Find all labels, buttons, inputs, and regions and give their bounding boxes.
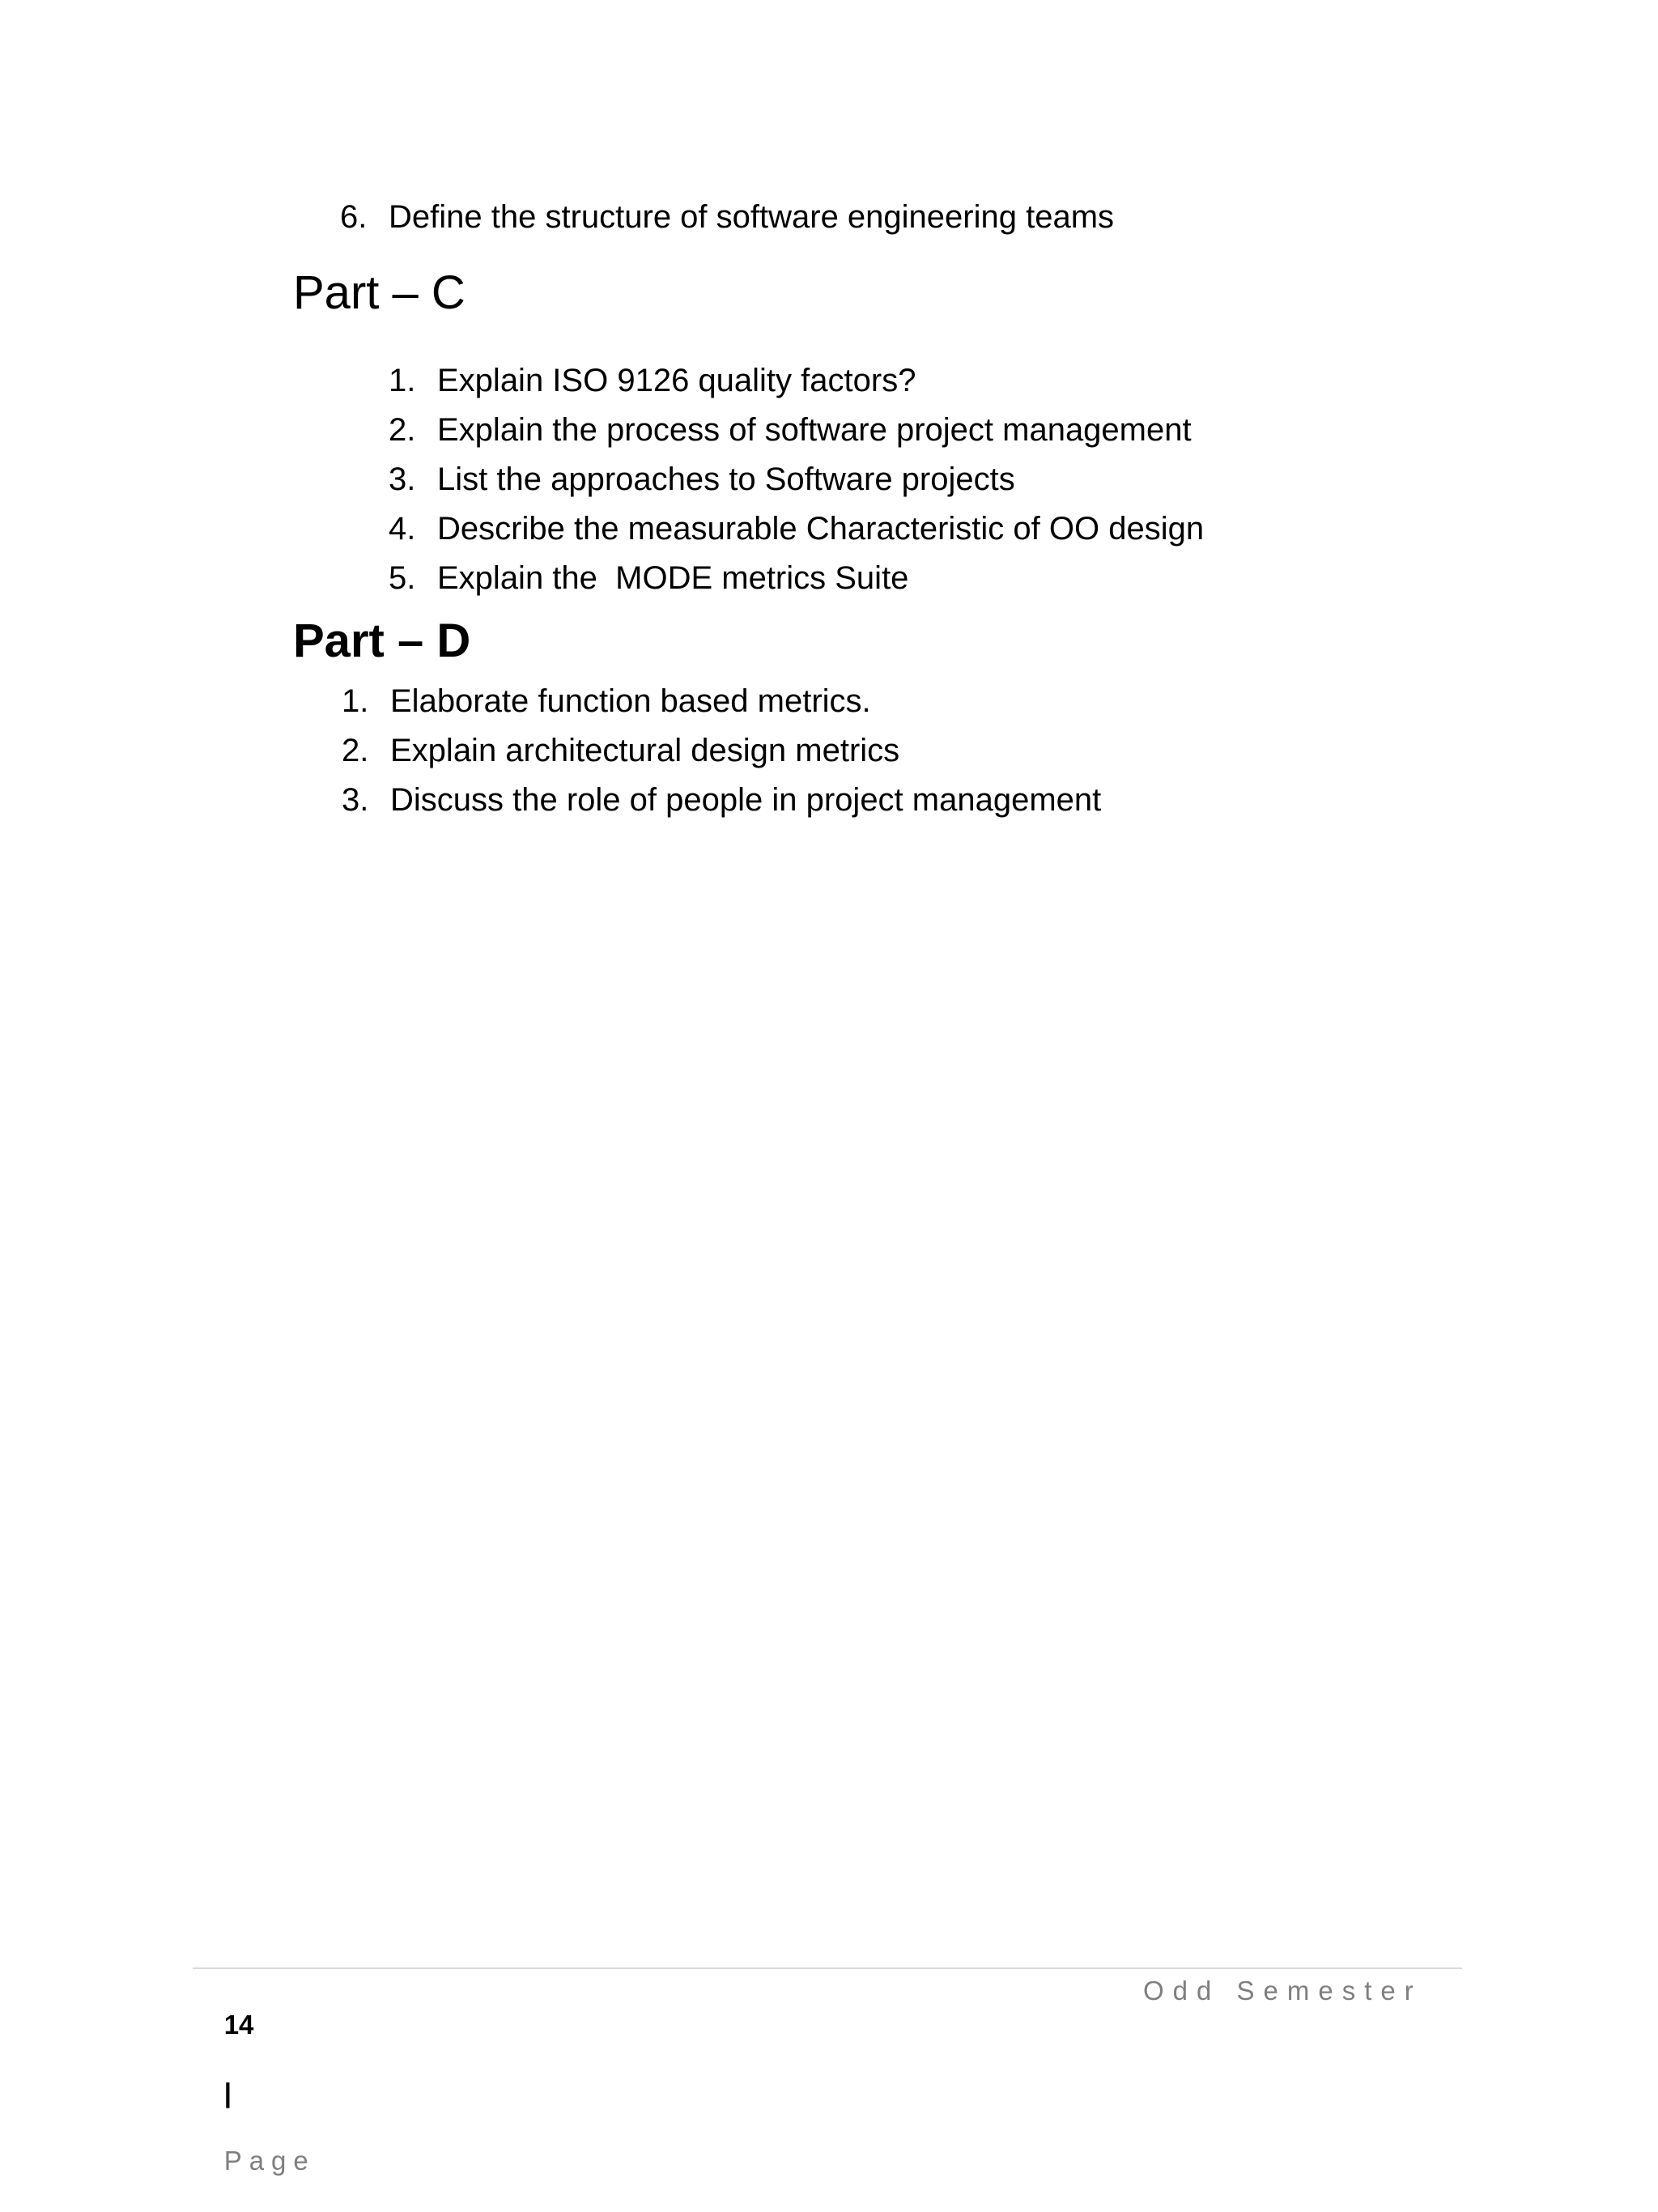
footer-separator: | (223, 2078, 232, 2108)
item-text: List the approaches to Software projects (437, 462, 1015, 497)
item-text: Define the structure of software engineering teams (389, 199, 1115, 235)
item-number: 2. (342, 733, 369, 768)
item-number: 1. (389, 363, 416, 398)
footer-divider (193, 1967, 1462, 1969)
item-text: Explain the MODE metrics Suite (437, 560, 909, 596)
item-text: Explain ISO 9126 quality factors? (437, 363, 916, 398)
item-text: Discuss the role of people in project management (390, 782, 1102, 818)
item-text: Explain the process of software project management (437, 412, 1192, 448)
footer-semester: Odd Semester (1143, 1976, 1422, 2006)
item-number: 1. (342, 683, 369, 719)
page-number: 14 (223, 2010, 254, 2040)
footer-page-info (194, 1974, 316, 2212)
item-number: 5. (389, 560, 416, 596)
item-text: Explain architectural design metrics (390, 733, 900, 768)
item-number: 6. (340, 199, 368, 235)
item-text: Describe the measurable Characteristic of OO design (437, 511, 1205, 547)
page-label: Page (223, 2146, 316, 2176)
item-number: 2. (389, 412, 416, 448)
item-number: 3. (389, 462, 416, 497)
list-item (342, 781, 1102, 936)
part-c-heading: Part – C (293, 266, 466, 319)
item-number: 4. (389, 511, 416, 547)
item-number: 3. (342, 782, 369, 818)
part-d-heading: Part – D (293, 615, 471, 667)
item-text: Elaborate function based metrics. (390, 683, 871, 719)
